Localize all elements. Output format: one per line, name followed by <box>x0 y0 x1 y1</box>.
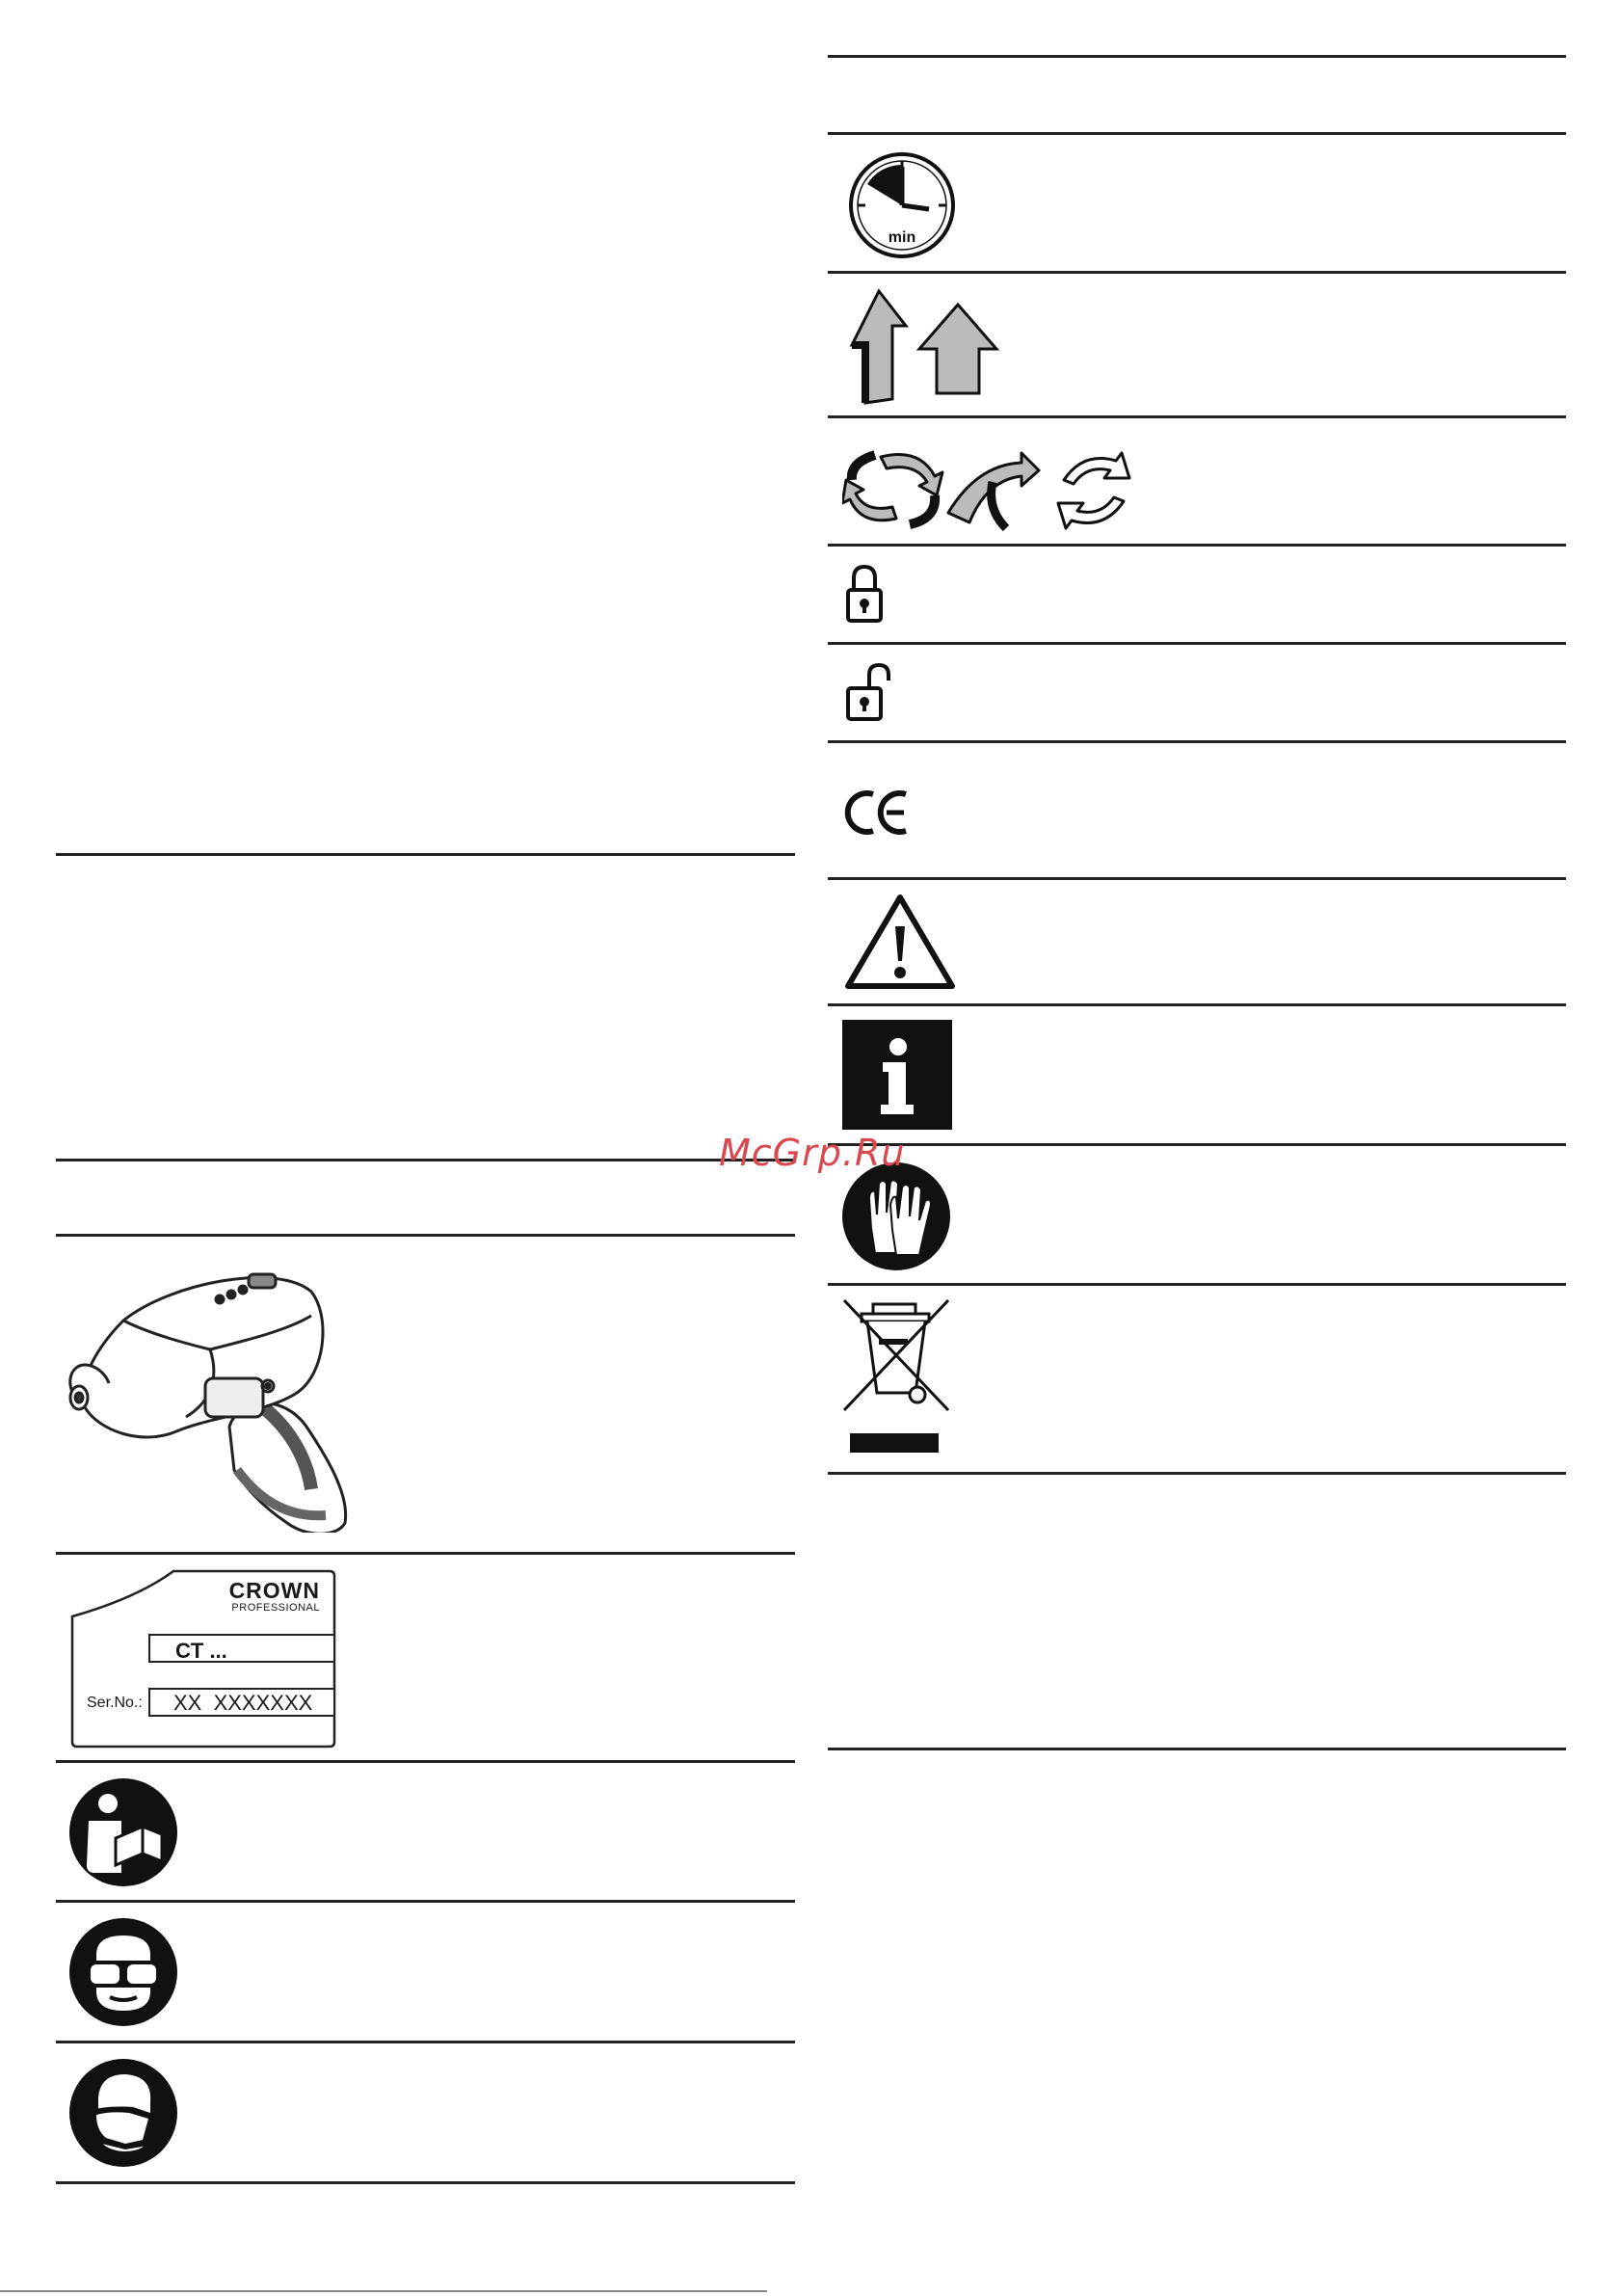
lock-open-icon <box>844 661 894 723</box>
dust-mask-icon <box>67 2057 179 2169</box>
right-divider-4 <box>828 415 1566 418</box>
left-divider-5 <box>56 1760 795 1763</box>
screwdriver-illustration <box>66 1263 364 1533</box>
left-divider-2 <box>56 1159 795 1161</box>
right-divider-7 <box>828 740 1566 743</box>
lock-closed-icon <box>844 563 885 625</box>
right-divider-12 <box>828 1472 1566 1475</box>
right-divider-13 <box>828 1748 1566 1750</box>
left-divider-1 <box>56 853 795 856</box>
left-divider-3 <box>56 1234 795 1237</box>
read-manual-icon <box>67 1776 179 1888</box>
left-divider-7 <box>56 2041 795 2043</box>
right-divider-3 <box>828 271 1566 274</box>
watermark: McGrp.Ru <box>719 1132 906 1174</box>
ce-mark-icon <box>844 788 912 837</box>
plate-brand-sub: PROFESSIONAL <box>231 1602 320 1614</box>
page-bottom-line <box>0 2290 767 2292</box>
right-divider-2 <box>828 132 1566 135</box>
info-icon <box>842 1020 952 1130</box>
left-divider-8 <box>56 2181 795 2184</box>
gloves-icon <box>840 1161 952 1272</box>
warning-triangle-icon <box>842 892 958 992</box>
right-divider-10 <box>828 1143 1566 1146</box>
safety-goggles-icon <box>67 1916 179 2028</box>
right-divider-6 <box>828 642 1566 645</box>
right-divider-11 <box>828 1283 1566 1286</box>
clock-min-label: min <box>888 229 916 246</box>
plate-serial-label: Ser.No.: <box>87 1695 143 1711</box>
right-divider-5 <box>828 544 1566 547</box>
rotation-arrows-icon <box>842 441 1151 538</box>
plate-serial-value: XX XXXXXXX <box>173 1691 313 1715</box>
right-divider-8 <box>828 877 1566 880</box>
left-divider-4 <box>56 1552 795 1555</box>
plate-brand: CROWN <box>228 1578 320 1603</box>
right-divider-9 <box>828 1003 1566 1006</box>
clock-min-icon <box>846 149 958 261</box>
up-arrows-icon <box>842 287 1006 409</box>
right-divider-1 <box>828 55 1566 58</box>
plate-model: CT ... <box>175 1639 227 1663</box>
left-divider-6 <box>56 1900 795 1903</box>
weee-bin-icon <box>840 1296 952 1460</box>
